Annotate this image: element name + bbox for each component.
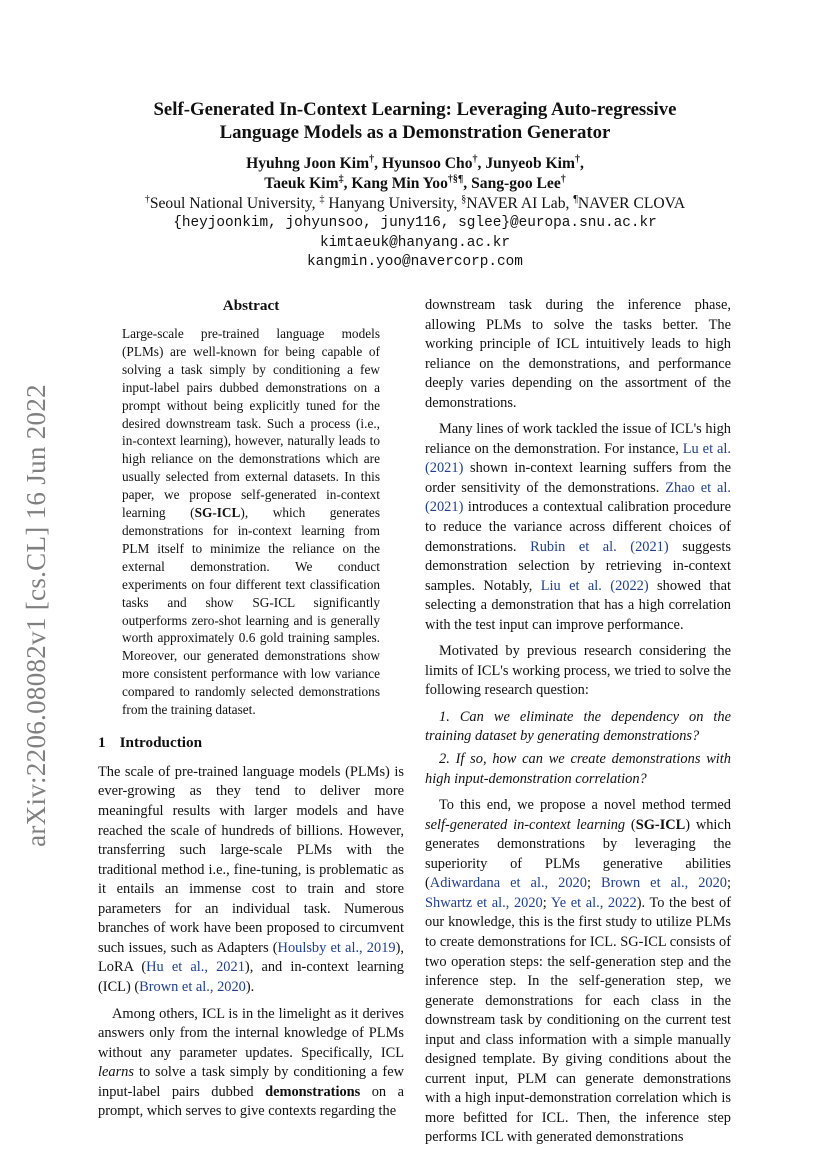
author-mark: ‡	[338, 173, 344, 185]
intro-paragraph-5	[425, 796, 731, 1148]
paper-header	[98, 98, 732, 273]
affiliation-mark: †	[144, 193, 150, 205]
section-title: Introduction	[119, 733, 203, 751]
email-snu: {heyjoonkim, johyunsoo, juny116, sglee}@europa.snu.ac.kr	[173, 215, 657, 231]
intro-paragraph-4: Motivated by previous research considering the limits of ICL's working process, we tried to solve the following research question:	[425, 643, 731, 699]
citation-link[interactable]: Hu et al., 2021	[146, 959, 245, 976]
author-mark: †	[472, 153, 478, 165]
abstract-heading: Abstract	[222, 297, 280, 314]
intro-paragraph-1	[98, 763, 404, 998]
affiliation-name: NAVER AI Lab	[466, 195, 566, 212]
bold-term: SG-ICL	[635, 816, 686, 833]
author-mark: †	[369, 153, 375, 165]
paragraph-text: ) which generates demonstrations by leveraging the superiority of PLMs generative abilities (	[425, 816, 732, 892]
citation-link[interactable]: Brown et al., 2020	[139, 978, 246, 995]
email-naver: kangmin.yoo@navercorp.com	[307, 254, 523, 270]
abstract-body	[122, 325, 380, 719]
arxiv-identifier-margin	[12, 370, 60, 860]
paragraph-text: Among others, ICL is in the limelight as it derives answers only from the internal knowledge of PLMs without any parameter updates. Specifically, ICL	[98, 1005, 404, 1061]
paragraph-text: suggests demonstration selection by retrieving in-context samples. Notably,	[425, 538, 731, 594]
citation-link[interactable]: Zhao et al. (2021)	[425, 479, 731, 516]
paragraph-text: on a prompt, which serves to give contexts regarding the	[98, 1083, 404, 1120]
author-name: Taeuk Kim	[264, 175, 339, 192]
author-name: Junyeob Kim	[485, 155, 575, 172]
author-list: Hyuhng Joon Kim†, Hyunsoo Cho†, Junyeob Kim†, Taeuk Kim‡, Kang Min Yoo†§¶, Sang-goo Lee†	[246, 153, 584, 192]
affiliation-mark: ¶	[573, 193, 578, 205]
paper-title	[98, 98, 732, 144]
affiliation-name: Hanyang University	[328, 195, 454, 212]
research-question-1: 1. Can we eliminate the dependency on the training dataset by generating demonstrations?	[425, 708, 731, 745]
citation-link[interactable]: Shwartz et al., 2020	[425, 894, 543, 911]
author-mark: †	[575, 153, 580, 165]
arxiv-identifier: arXiv:2206.08082v1 [cs.CL] 16 Jun 2022	[20, 383, 51, 847]
paragraph-text: ).	[245, 978, 255, 995]
intro-paragraph-3	[425, 420, 731, 635]
section-heading-introduction	[98, 733, 404, 753]
separator: ;	[586, 875, 601, 892]
author-mark: †	[560, 173, 566, 185]
affiliation-mark: ‡	[319, 193, 325, 205]
separator: ;	[542, 894, 551, 911]
author-name: Hyuhng Joon Kim	[246, 155, 370, 172]
author-mark: †§¶	[447, 173, 464, 185]
citation-link[interactable]: Brown et al., 2020	[600, 875, 727, 892]
author-name: Hyunsoo Cho	[381, 155, 473, 172]
title-line-1: Self-Generated In-Context Learning: Leveraging Auto-regressive	[153, 99, 677, 120]
emphasis-text: self-generated in-context learning	[425, 816, 626, 833]
author-name: Sang-goo Lee	[471, 175, 561, 192]
paragraph-text: to solve a task simply by conditioning a few input-label pairs dubbed	[98, 1064, 404, 1100]
citation-link[interactable]: Adiwardana et al., 2020	[429, 875, 587, 892]
paragraph-text: introduces a contextual calibration procedure to reduce the variance across different choices of demonstrations.	[425, 499, 731, 555]
citation-link[interactable]: Rubin et al. (2021)	[530, 538, 669, 555]
bold-term: demonstrations	[265, 1083, 361, 1100]
paragraph-text: The scale of pre-trained language models (PLMs) is ever-growing as they tend to deliver more meaningful results with larger models and have reached the scale of hundreds of billions. However, transferring such large-scale PLMs with the traditional method i.e., fine-tuning, is problematic as it entails an immense cost to train and store parameters for an individual task. Numerous branches of work have been proposed to circumvent such issues, such as Adapters (	[98, 763, 404, 956]
paragraph-text: Many lines of work tackled the issue of ICL's high reliance on the demonstration. For instance,	[425, 421, 731, 457]
author-name: Kang Min Yoo	[351, 175, 448, 192]
citation-link[interactable]: Lu et al. (2021)	[425, 440, 731, 477]
paragraph-text: (	[625, 816, 636, 833]
citation-link[interactable]: Liu et al. (2022)	[540, 577, 649, 594]
right-column	[425, 296, 731, 1155]
section-number: 1	[98, 733, 106, 751]
paragraph-text: To this end, we propose a novel method termed	[439, 797, 731, 814]
title-line-2: Language Models as a Demonstration Generator	[219, 122, 611, 143]
abstract-text: ), which generates demonstrations for in-context learning from PLM itself to minimize the reliance on the external demonstration. We conduct experiments on four different text classification tasks and show SG-ICL significantly outperforms zero-shot learning and is generally worth approximately 0.6 gold training samples. Moreover, our generated demonstrations show more consistent performance with low variance compared to randomly selected demonstrations from the training dataset.	[122, 505, 380, 718]
affiliation-list: †Seoul National University, ‡ Hanyang University, §NAVER AI Lab, ¶NAVER CLOVA	[144, 193, 686, 212]
citation-link[interactable]: Houlsby et al., 2019	[277, 939, 396, 956]
separator: ;	[726, 875, 731, 892]
citation-link[interactable]: Ye et al., 2022	[550, 894, 637, 911]
paragraph-text: ). To the best of our knowledge, this is the first study to utilize PLMs to create demonstrations for ICL. SG-ICL consists of two operation steps: the self-generation step and the inference step. In the self-generation step, we generate demonstrations for each class in the downstream task by conditioning on the current test input and class information with a simple manually designed template. By giving conditions about the current input, PLM can generate demonstrations with a high input-demonstration correlation which is more befitted for ICL. Then, the inference step performs ICL with generated demonstrations	[425, 894, 732, 1146]
affiliation-name: NAVER CLOVA	[577, 195, 686, 212]
left-column	[98, 296, 404, 1129]
paragraph-text: ), and in-context learning (ICL) (	[98, 959, 404, 995]
abstract-text: Large-scale pre-trained language models (PLMs) are well-known for being capable of solving a task simply by conditioning a few input-label pairs dubbed demonstrations on a prompt without being explicitly tuned for the desired downstream task. Such a process (i.e., in-context learning), however, naturally leads to high reliance on the demonstrations which are usually selected from external datasets. In this paper, we propose self-generated in-context learning (	[122, 326, 380, 521]
affiliation-name: Seoul National University	[149, 195, 312, 212]
emphasis-text: learns	[98, 1064, 134, 1081]
intro-paragraph-2	[98, 1005, 404, 1122]
email-hanyang: kimtaeuk@hanyang.ac.kr	[320, 234, 510, 251]
abstract-method-name: SG-ICL	[194, 505, 241, 521]
intro-paragraph-2-continued: downstream task during the inference phase, allowing PLMs to solve the tasks better. The working principle of ICL intuitively leads to high reliance on the demonstrations, and performance deeply varies depending on the assortment of the demonstrations.	[425, 297, 731, 411]
research-question-2: 2. If so, how can we create demonstrations with high input-demonstration correlation?	[425, 751, 731, 787]
paragraph-text: showed that selecting a demonstration that has a high correlation with the test input can improve performance.	[425, 577, 731, 633]
affiliation-mark: §	[461, 193, 467, 205]
paragraph-text: shown in-context learning suffers from the order sensitivity of the demonstrations.	[425, 460, 731, 496]
paragraph-text: ), LoRA (	[98, 939, 404, 976]
